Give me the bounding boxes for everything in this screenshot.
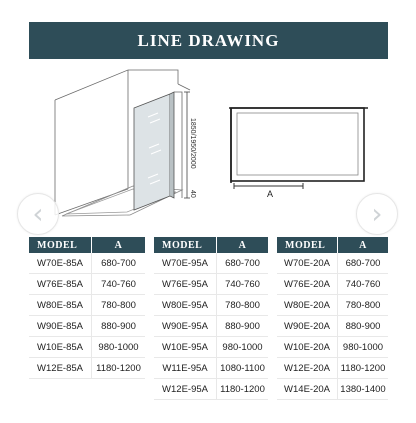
- a-cell: 780-800: [217, 295, 268, 316]
- table-row: [154, 295, 268, 316]
- chevron-left-icon[interactable]: ‹: [17, 193, 59, 235]
- a-cell: 740-760: [217, 274, 268, 295]
- table-row: [29, 316, 145, 337]
- table-row: [154, 274, 268, 295]
- a-cell: 880-900: [338, 316, 388, 337]
- a-cell: 1180-1200: [92, 358, 145, 379]
- header-model: MODEL: [29, 237, 92, 253]
- model-cell: W76E-20A: [277, 274, 338, 295]
- table-row: [277, 253, 388, 274]
- model-cell: W12E-20A: [277, 358, 338, 379]
- height-label: 1850/1950/2000: [189, 118, 196, 169]
- header-a: A: [92, 237, 145, 253]
- plan-dim-label: A: [267, 189, 274, 199]
- header-a: A: [217, 237, 268, 253]
- a-cell: 980-1000: [92, 337, 145, 358]
- banner-title: LINE DRAWING: [137, 30, 280, 50]
- model-cell: W14E-20A: [277, 379, 338, 400]
- a-cell: 680-700: [217, 253, 268, 274]
- table-row: [29, 295, 145, 316]
- table-row: [29, 253, 145, 274]
- a-cell: 880-900: [217, 316, 268, 337]
- a-cell: 1180-1200: [217, 379, 268, 400]
- a-cell: 980-1000: [217, 337, 268, 358]
- model-table-85a: [29, 237, 145, 379]
- table-row: [154, 337, 268, 358]
- model-cell: W90E-20A: [277, 316, 338, 337]
- a-cell: 1180-1200: [338, 358, 388, 379]
- header-a: A: [338, 237, 388, 253]
- table-row: [154, 253, 268, 274]
- model-cell: W80E-95A: [154, 295, 217, 316]
- model-table-95a: [154, 237, 268, 400]
- model-cell: W90E-85A: [29, 316, 92, 337]
- model-cell: W70E-20A: [277, 253, 338, 274]
- table-row: [29, 358, 145, 379]
- model-cell: W10E-85A: [29, 337, 92, 358]
- model-cell: W12E-85A: [29, 358, 92, 379]
- model-cell: W80E-20A: [277, 295, 338, 316]
- model-cell: W11E-95A: [154, 358, 217, 379]
- a-cell: 740-760: [338, 274, 388, 295]
- plan-view: [229, 108, 368, 189]
- table-row: [277, 358, 388, 379]
- a-cell: 680-700: [338, 253, 388, 274]
- table-row: [29, 274, 145, 295]
- chevron-right-icon[interactable]: ›: [356, 193, 398, 235]
- model-cell: W10E-95A: [154, 337, 217, 358]
- header-model: MODEL: [277, 237, 338, 253]
- a-cell: 780-800: [92, 295, 145, 316]
- perspective-drawing: [55, 70, 190, 216]
- table-row: [154, 316, 268, 337]
- a-cell: 880-900: [92, 316, 145, 337]
- model-cell: W70E-85A: [29, 253, 92, 274]
- a-cell: 1380-1400: [338, 379, 388, 400]
- model-table-20a: [277, 237, 388, 400]
- table-row: [29, 337, 145, 358]
- model-cell: W76E-95A: [154, 274, 217, 295]
- model-cell: W12E-95A: [154, 379, 217, 400]
- table-row: [277, 316, 388, 337]
- model-cell: W80E-85A: [29, 295, 92, 316]
- table-row: [154, 379, 268, 400]
- a-cell: 680-700: [92, 253, 145, 274]
- table-row: [154, 358, 268, 379]
- a-cell: 780-800: [338, 295, 388, 316]
- a-cell: 740-760: [92, 274, 145, 295]
- header-model: MODEL: [154, 237, 217, 253]
- model-cell: W70E-95A: [154, 253, 217, 274]
- a-cell: 1080-1100: [217, 358, 268, 379]
- bottom-label: 40: [189, 190, 196, 198]
- model-cell: W90E-95A: [154, 316, 217, 337]
- table-row: [277, 274, 388, 295]
- model-cell: W10E-20A: [277, 337, 338, 358]
- table-row: [277, 295, 388, 316]
- a-cell: 980-1000: [338, 337, 388, 358]
- table-row: [277, 379, 388, 400]
- table-row: [277, 337, 388, 358]
- model-cell: W76E-85A: [29, 274, 92, 295]
